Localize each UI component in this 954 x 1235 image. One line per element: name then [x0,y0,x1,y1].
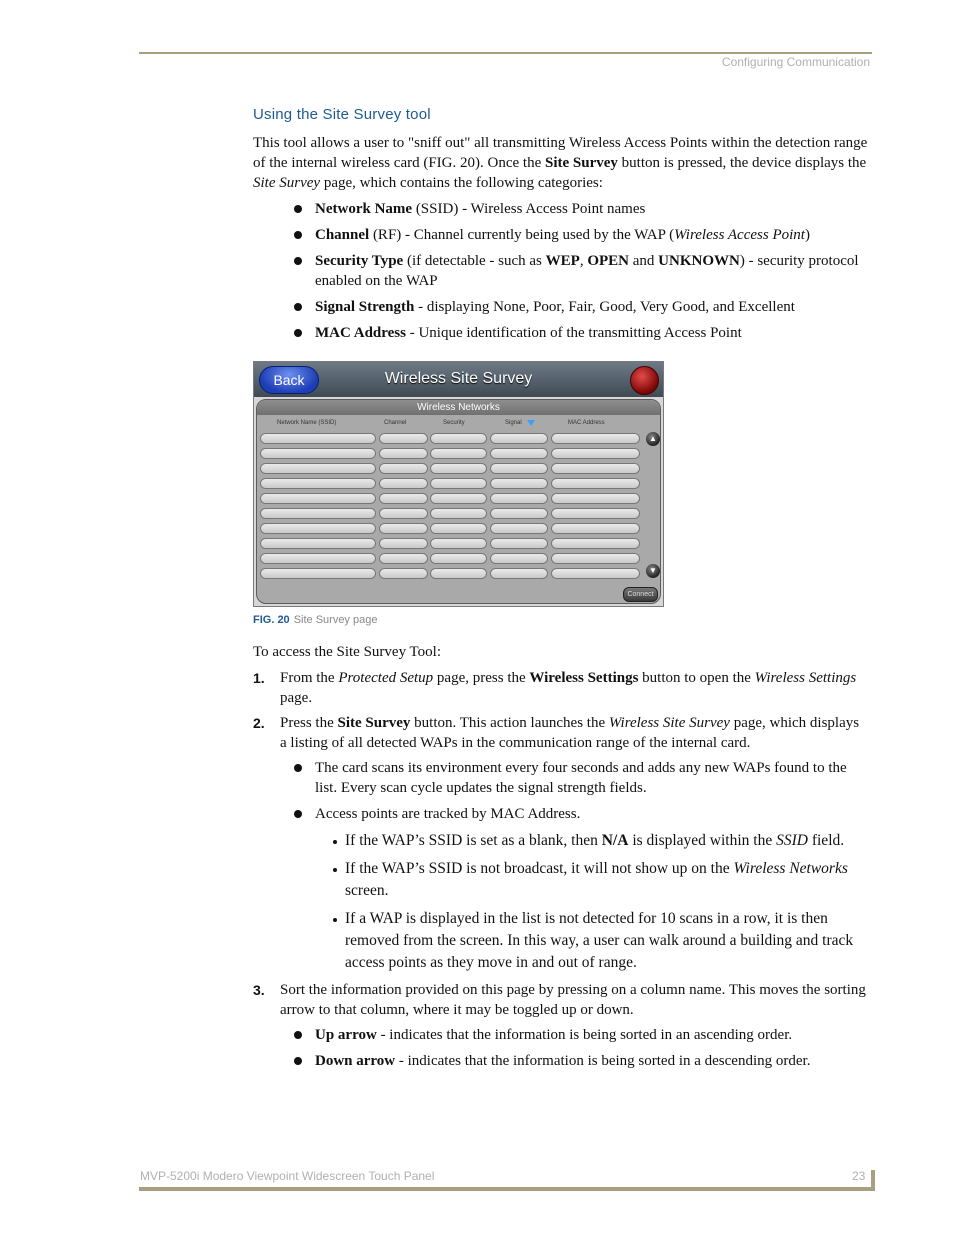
list-item: Up arrow - indicates that the information is being sorted in an ascending order. [315,1025,869,1045]
list-item: Down arrow - indicates that the information is being sorted in a descending order. [315,1051,869,1071]
table-cell [430,553,487,564]
list-item: The card scans its environment every four seconds and adds any new WAPs found to the list. Every scan cycle updates the signal strength fields. [315,758,869,798]
table-cell [430,463,487,474]
table-cell [260,538,376,549]
table-cell [490,508,548,519]
header-rule [139,52,872,54]
table-cell [430,523,487,534]
table-cell [379,538,428,549]
list-item: Signal Strength - displaying None, Poor, Fair, Good, Very Good, and Excellent [315,297,869,317]
table-cell [551,568,640,579]
table-cell [379,508,428,519]
table-cell [490,568,548,579]
sort-down-arrow-icon [527,420,535,426]
header-section-title: Configuring Communication [721,55,870,69]
access-intro: To access the Site Survey Tool: [253,644,442,660]
back-button[interactable]: Back [259,366,319,394]
red-indicator-icon[interactable] [630,366,659,395]
table-cell [430,433,487,444]
page-content [253,106,869,1077]
table-cell [379,478,428,489]
table-cell [551,448,640,459]
table-cell [260,523,376,534]
table-cell [379,433,428,444]
table-cell [551,523,640,534]
list-item: MAC Address - Unique identification of the transmitting Access Point [315,323,869,343]
column-header-mac[interactable]: MAC Address [568,420,605,426]
table-cell [551,508,640,519]
table-cell [490,478,548,489]
list-item: Access points are tracked by MAC Address. [315,804,869,824]
list-item: Channel (RF) - Channel currently being used by the WAP (Wireless Access Point) [315,225,869,245]
table-cell [551,433,640,444]
scroll-down-icon[interactable]: ▼ [646,564,660,578]
step-3-bullets [253,1025,869,1071]
list-item: Security Type (if detectable - such as WEP, OPEN and UNKNOWN) - security protocol enabled on the WAP [315,251,869,291]
table-cell [551,463,640,474]
table-cell [490,523,548,534]
table-cell [260,433,376,444]
table-cell [260,553,376,564]
table-cell [430,478,487,489]
table-cell [490,553,548,564]
table-cell [379,553,428,564]
table-cell [379,523,428,534]
scroll-up-icon[interactable]: ▲ [646,432,660,446]
table-cell [551,493,640,504]
column-header-signal[interactable]: Signal [505,420,522,426]
step-2: 2. Press the Site Survey button. This action launches the Wireless Site Survey page, which displays a listing of all detected WAPs in the communication range of the internal card. [253,715,860,751]
screenshot-title: Wireless Site Survey [384,370,533,387]
table-cell [379,463,428,474]
table-cell [490,433,548,444]
table-cell [260,508,376,519]
table-cell [430,568,487,579]
intro-paragraph: This tool allows a user to "sniff out" all transmitting Wireless Access Points within the detection range of the internal wireless card (FIG. 20). Once the Site Survey button is pressed, the device displays the Site Survey page, which contains the following categories: [253,135,868,191]
connect-button[interactable]: Connect [623,587,658,602]
table-cell [379,448,428,459]
column-header-ssid[interactable]: Network Name (SSID) [277,420,337,426]
table-cell [430,493,487,504]
table-cell [379,493,428,504]
wireless-networks-panel [256,399,661,604]
table-cell [430,538,487,549]
step-3: 3. Sort the information provided on this page by pressing on a column name. This moves the sorting arrow to that column, where it may be toggled up or down. [253,982,866,1018]
table-cell [260,463,376,474]
table-cell [260,568,376,579]
table-cell [551,538,640,549]
table-cell [490,448,548,459]
table-cell [551,553,640,564]
list-item: Network Name (SSID) - Wireless Access Point names [315,199,869,219]
panel-title: Wireless Networks [257,400,660,415]
category-list [253,199,869,343]
table-cell [490,493,548,504]
figure-caption: FIG. 20 Site Survey page [253,614,378,626]
table-cell [260,493,376,504]
step-1: 1. From the Protected Setup page, press the Wireless Settings button to open the Wireless Settings page. [253,670,857,706]
steps-list [253,668,869,753]
table-cell [490,463,548,474]
step-2-subbullets [253,830,869,974]
table-cell [430,448,487,459]
section-heading: Using the Site Survey tool [253,106,431,123]
steps-list-continued [253,980,869,1020]
site-survey-screenshot [253,361,664,607]
table-cell [551,478,640,489]
table-cell [490,538,548,549]
list-item: If the WAP’s SSID is set as a blank, then N/A is displayed within the SSID field. [345,830,869,852]
step-2-bullets [253,758,869,824]
column-header-security[interactable]: Security [443,420,465,426]
footer-title: MVP-5200i Modero Viewpoint Widescreen Touch Panel [140,1169,435,1183]
column-header-channel[interactable]: Channel [384,420,407,426]
list-item: If the WAP’s SSID is not broadcast, it will not show up on the Wireless Networks screen. [345,858,869,902]
table-cell [260,448,376,459]
list-item: If a WAP is displayed in the list is not detected for 10 scans in a row, it is then removed from the screen. In this way, a user can walk around a building and track access points as they move in and out of range. [345,908,869,974]
table-cell [260,478,376,489]
table-cell [379,568,428,579]
page-number: 23 [852,1169,866,1183]
footer-rule [139,1187,875,1191]
table-cell [430,508,487,519]
